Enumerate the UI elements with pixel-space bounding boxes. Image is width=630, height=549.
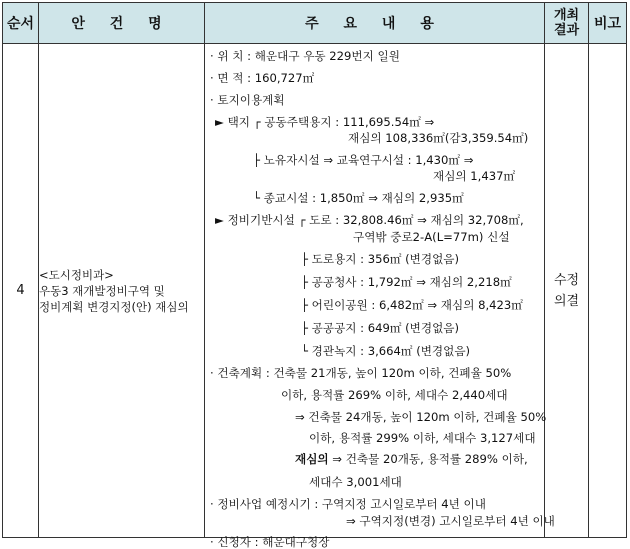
content-public-office: ├ 공공청사 : 1,792㎡ ⇒ 재심의 2,218㎡: [301, 275, 512, 289]
agenda-table: [2, 2, 627, 549]
content-building-plan-review: [295, 452, 528, 466]
row-title-line2: 정비계획 변경지정(안) 재심의: [39, 299, 189, 314]
content-location: · 위 치 : 해운대구 우동 229번지 일원: [210, 49, 400, 63]
content-building-plan-review-cont: 세대수 3,001세대: [309, 475, 402, 489]
content-road-site: ├ 도로용지 : 356㎡ (변경없음): [301, 252, 459, 266]
row-result-line1: 수정: [553, 272, 580, 288]
content-housing-land-review: 재심의 108,336㎡(감3,359.54㎡): [348, 131, 529, 145]
row-title-line1: 우동3 재개발정비구역 및: [39, 283, 165, 298]
content-area: · 면 적 : 160,727㎡: [210, 71, 315, 85]
header-subject: 안 건 명: [39, 3, 205, 44]
content-infrastructure-road: ► 정비기반시설 ┌ 도로 : 32,808.46㎡ ⇒ 재심의 32,708㎡,: [215, 213, 524, 227]
row-remark: [589, 44, 627, 538]
table-row: [3, 44, 627, 538]
content-childrens-park: ├ 어린이공원 : 6,482㎡ ⇒ 재심의 8,423㎡: [301, 298, 523, 312]
header-remark: 비고: [589, 3, 627, 44]
content-housing-land: ► 택지 ┌ 공동주택용지 : 111,695.54㎡ ⇒: [215, 115, 435, 129]
content-building-plan-change: ⇒ 건축물 24개동, 높이 120m 이하, 건폐율 50%: [295, 410, 547, 424]
row-content: [205, 44, 555, 549]
row-result: [545, 44, 589, 538]
review-label: 재심의: [295, 452, 329, 466]
content-building-plan: · 건축계획 : 건축물 21개동, 높이 120m 이하, 건폐율 50%: [210, 366, 512, 380]
review-detail: ⇒ 건축물 20개동, 용적률 289% 이하,: [328, 452, 528, 466]
row-title: [39, 44, 205, 538]
content-schedule-change: ⇒ 구역지정(변경) 고시일로부터 4년 이내: [346, 514, 555, 528]
header-result-line1: 개최: [553, 8, 580, 23]
content-landscape-green: └ 경관녹지 : 3,664㎡ (변경없음): [301, 344, 471, 358]
content-applicant: · 신청자 : 해운대구청장: [210, 535, 330, 549]
content-schedule: · 정비사업 예정시기 : 구역지정 고시일로부터 4년 이내: [210, 497, 486, 511]
content-public-open-space: ├ 공공공지 : 649㎡ (변경없음): [301, 321, 459, 335]
row-number: 4: [3, 44, 39, 538]
content-building-plan-cont: 이하, 용적률 269% 이하, 세대수 2,440세대: [281, 388, 508, 402]
content-education-facility-review: 재심의 1,437㎡: [433, 169, 516, 183]
content-land-use-heading: · 토지이용계획: [210, 93, 285, 107]
row-result-line2: 의결: [553, 293, 580, 309]
header-order: 순서: [3, 3, 39, 44]
content-building-plan-change-cont: 이하, 용적률 299% 이하, 세대수 3,127세대: [309, 431, 536, 445]
header-content: 주 요 내 용: [205, 3, 545, 44]
header-result-line2: 결과: [553, 23, 580, 38]
header-result: [545, 3, 589, 44]
header-row: [3, 3, 627, 44]
content-infrastructure-road-new: 구역밖 중로2-A(L=77m) 신설: [353, 230, 510, 244]
content-religious-facility: └ 종교시설 : 1,850㎡ ⇒ 재심의 2,935㎡: [253, 191, 464, 205]
row-dept: <도시정비과>: [39, 267, 114, 282]
content-education-facility: ├ 노유자시설 ⇒ 교육연구시설 : 1,430㎡ ⇒: [253, 153, 474, 167]
